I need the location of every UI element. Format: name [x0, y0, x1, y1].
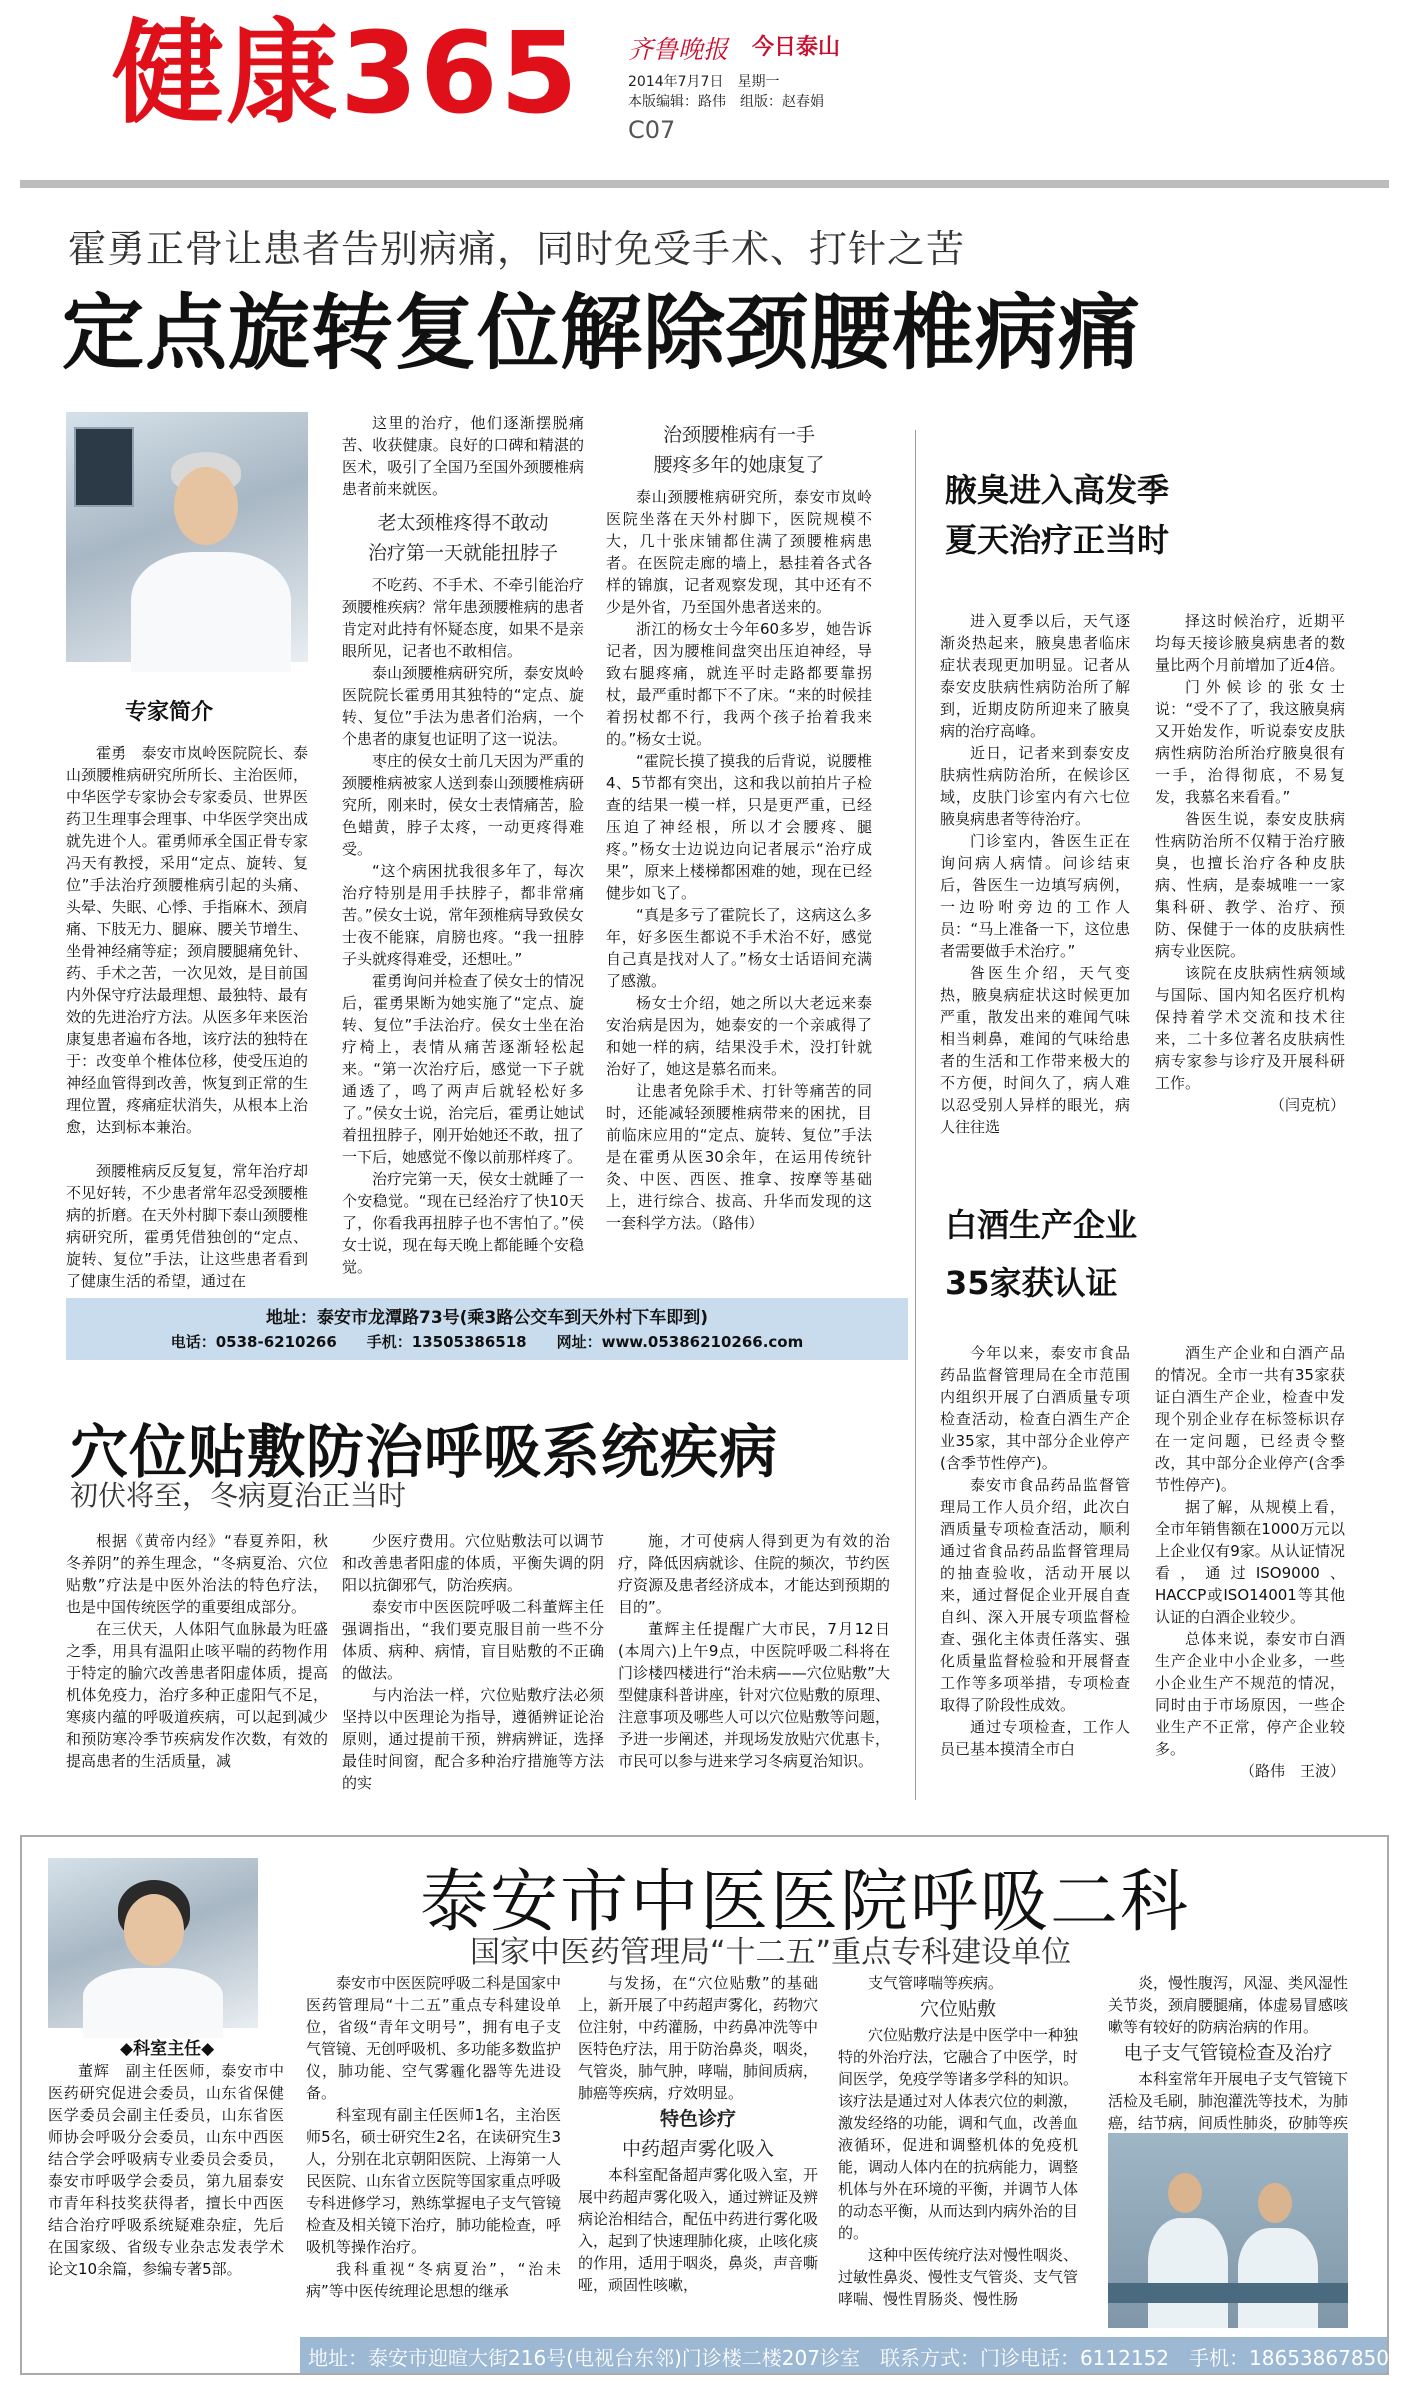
acupoint-headline: 穴位贴敷防治呼吸系统疾病: [70, 1418, 779, 1486]
acupoint-patch-subhead: 穴位贴敷: [919, 1998, 996, 2020]
lead-col2: 这里的治疗，他们逐渐摆脱痛苦、收获健康。良好的口碑和精湛的医术，吸引了全国乃至国外颈腰椎病患者前来就医。 老太颈椎疼得不敢动 治疗第一天就能扭脖子 不吃药、不手术、不牵引能治疗颈腰椎疾病？常年患颈腰椎病的患者肯定对此持有怀疑态度，如果不是亲眼所见，记者也不敢相信。 泰山颈腰椎病研究所，泰安岚岭医院院长霍勇用其独特的“定点、旋转、复位”手法为患者们治病，一个个患者的康复也证明了这一说法。 枣庄的侯女士前几天因为严重的颈腰椎病被家人送到泰山颈腰椎病研究所，刚来时，侯女士表情痛苦，脸色蜡黄，脖子太疼，一动更疼得难受。 “这个病困扰我很多年了，每次治疗特别是用手扶脖子，都非常痛苦。”侯女士说，常年颈椎病导致侯女士夜不能寐，肩膀也疼。“我一扭脖子头就疼得难受，还想吐。” 霍勇询问并检查了侯女士的情况后，霍勇果断为她实施了“定点、旋转、复位”手法治疗。侯女士坐在治疗椅上，表情从痛苦逐渐轻松起来。“第一次治疗后，感觉一下子就通透了，鸣了两声后就轻松好多了。”侯女士说，治完后，霍勇让她试着扭扭脖子，刚开始她还不敢，扭了一下后，她感觉不像以前那样疼了。 治疗完第一天，侯女士就睡了一个安稳觉。“现在已经治疗了快10天了，你看我再扭脖子也不害怕了。”侯女士说，现在每天晚上都能睡个安稳觉。: [342, 414, 584, 1276]
expert-intro-heading: 专家简介: [125, 700, 214, 725]
col2-subhead-1: 老太颈椎疼得不敢动: [377, 512, 549, 534]
acupoint-subhead: 初伏将至，冬病夏治正当时: [70, 1479, 407, 1512]
edition-name: 今日泰山: [752, 35, 841, 60]
side2-col-b: 酒生产企业和白酒产品的情况。全市一共有35家获证白酒生产企业，检查中发现个别企业存在标签标识存在一定问题，已经责令整改，其中部分企业停产(含季节性停产)。 据了解，从规模上看，全市年销售额在1000万元以上企业仅有9家。从认证情况看，通过ISO9000、HACCP或ISO14001等其他认证的白酒企业较少。 总体来说，泰安市白酒生产企业中小企业多，一些小企业生产不规范的情况，同时由于市场原因，一些企业生产不正常，停产企业较多。 （路伟 王波）: [1155, 1344, 1345, 1780]
bronchoscopy-photo: [1108, 2133, 1348, 2328]
lead-address: 地址：泰安市龙潭路73号(乘3路公交车到天外村下车即到): [265, 1308, 709, 1328]
hospital-col-c: 支气管哮喘等疾病。 穴位贴敷 穴位贴敷疗法是中医学中一种独特的外治疗法，它融合了中医学，时间医学，免疫学等诸多学科的知识。该疗法是通过对人体表穴位的刺激，激发经络的功能，调和气血，改善血液循环，促进和调整机体的免疫机能，调动人体内在的抗病能力，调整机体与外在环境的平衡，并调节人体的动态平衡，从而达到内病外治的目的。 这种中医传统疗法对慢性咽炎、过敏性鼻炎、慢性支气管炎、支气管哮喘、慢性胃肠炎、慢性肠: [838, 1974, 1079, 2308]
nebulization-subhead: 中药超声雾化吸入: [621, 2138, 774, 2160]
bronchoscopy-subhead: 电子支气管镜检查及治疗: [1123, 2042, 1333, 2064]
side1-headline-1: 腋臭进入高发季: [945, 471, 1170, 509]
acupoint-col-a: 根据《黄帝内经》“春夏养阳，秋冬养阴”的养生理念，“冬病夏治、穴位贴敷”疗法是中医外治法的特色疗法，也是中国传统医学的重要组成部分。 在三伏天，人体阳气血脉最为旺盛之季，用具有温阳止咳平喘的药物作用于特定的腧穴改善患者阳虚体质，提高机体免疫力，治疗多种正虚阳气不足，寒痰内蕴的呼吸道疾病，可以起到减少和预防寒冷季节疾病发作次数，有效的提高患者的生活质量，减: [66, 1532, 328, 1770]
section-title: 健康365: [112, 9, 580, 139]
side1-headline-2: 夏天治疗正当时: [945, 521, 1170, 559]
editors-line: 本版编辑：路伟 组版：赵春娟: [628, 94, 824, 110]
col2-subhead-2: 治疗第一天就能扭脖子: [367, 542, 558, 564]
hospital-col-b: 与发扬，在“穴位贴敷”的基础上，新开展了中药超声雾化，药物穴位注射，中药灌肠，中药鼻冲洗等中医特色疗法，用于防治鼻炎，咽炎，气管炎，肺气肿，哮喘，肺间质病，肺癌等疾病，疗效明显。 特色诊疗 中药超声雾化吸入 本科室配备超声雾化吸入室，开展中药超声雾化吸入，通过辨证及辨病论治相结合，配伍中药进行雾化吸入，起到了快速理肺化痰，止咳化痰的作用，适用于咽炎，鼻炎，声音嘶哑，顽固性咳嗽，: [578, 1974, 819, 2294]
lead-contacts: 电话：0538-6210266 手机：13505386518 网址：www.05386210266.com: [170, 1333, 804, 1351]
col3-subhead-2: 腰疼多年的她康复了: [653, 454, 825, 476]
director-label: ◆科室主任◆: [120, 2039, 215, 2059]
side2-headline-1: 白酒生产企业: [945, 1206, 1138, 1244]
director-photo: [48, 1858, 258, 2028]
hospital-footer: 地址：泰安市迎暄大街216号(电视台东邻)门诊楼二楼207诊室 联系方式：门诊电话：6112152 手机：18653867850: [308, 2346, 1389, 2370]
side1-byline: （闫克杭）: [1269, 1096, 1345, 1114]
hospital-col-a: 泰安市中医医院呼吸二科是国家中医药管理局“十二五”重点专科建设单位，省级“青年文明号”，拥有电子支气管镜、无创呼吸机、多功能多数监护仪，肺功能、空气雾霾化器等先进设备。 科室现有副主任医师1名，主治医师5名，硕士研究生2名，在读研究生3人，分别在北京朝阳医院、上海第一人民医院、山东省立医院等国家重点呼吸专科进修学习，熟练掌握电子支气管镜检查及相关镜下治疗，肺功能检查，呼吸机等操作治疗。 我科重视“冬病夏治”，“治未病”等中医传统理论思想的继承: [306, 1974, 562, 2300]
side2-col-a: 今年以来，泰安市食品药品监督管理局在全市范围内组织开展了白酒质量专项检查活动，检查白酒生产企业35家，其中部分企业停产(含季节性停产)。 泰安市食品药品监督管理局工作人员介绍，此次白酒质量专项检查活动，顺利通过省食品药品监督管理局的抽查验收，活动开展以来，通过督促企业开展自查自纠、深入开展专项监督检查、强化主体责任落实、强化质量监督检验和开展督查工作等多项举措，专项检查取得了阶段性成效。 通过专项检查，工作人员已基本摸清全市白: [940, 1344, 1130, 1758]
director-bio: 董辉 副主任医师，泰安市中医药研究促进会委员，山东省保健医学委员会副主任委员，山东省医师协会呼吸分会委员，山东中西医结合学会呼吸病专业委员会委员，泰安市呼吸学会委员，第九届泰安市青年科技奖获得者，擅长中西医结合治疗呼吸系统疑难杂症，先后在国家级、省级专业杂志发表学术论文10余篇，参编专著5部。: [48, 2062, 284, 2278]
hospital-subhead: 国家中医药管理局“十二五”重点专科建设单位: [470, 1935, 1072, 1970]
header-divider: [20, 180, 1389, 188]
col3-subhead-1: 治颈腰椎病有一手: [662, 424, 815, 446]
newspaper-logo: 齐鲁晚报: [628, 35, 729, 64]
date-line: 2014年7月7日 星期一: [628, 74, 780, 90]
page-number: C07: [628, 116, 676, 144]
side2-byline: （路伟 王波）: [1239, 1762, 1345, 1780]
expert-bio: 霍勇 泰安市岚岭医院院长、泰山颈腰椎病研究所所长、主治医师，中华医学专家协会专家委员、世界医药卫生理事会理事、中华医学突出成就先进个人。霍勇师承全国正骨专家冯天有教授，采用“定点、旋转、复位”手法治疗颈腰椎病引起的头痛、头晕、失眠、心悸、手指麻木、颈肩痛、下肢无力、腿麻、腰关节增生、坐骨神经痛等症；颈肩腰腿痛免针、药、手术之苦，一次见效，是目前国内外保守疗法最理想、最独特、最有效的先进治疗方法。从医多年来医治康复患者遍布各地，该疗法的独特在于：改变单个椎体位移，使受压迫的神经血管得到改善，恢复到正常的生理位置，疼痛症状消失，从根本上治愈，达到标本兼治。: [66, 744, 308, 1136]
hospital-headline: 泰安市中医医院呼吸二科: [420, 1863, 1191, 1942]
acupoint-col-b: 少医疗费用。穴位贴敷法可以调节和改善患者阳虚的体质，平衡失调的阴阳以抗御邪气，防治疾病。 泰安市中医医院呼吸二科董辉主任强调指出，“我们要克服目前一些不分体质、病种、病情，盲目贴敷的不正确的做法。 与内治法一样，穴位贴敷疗法必须坚持以中医理论为指导，遵循辨证论治原则，通过提前干预，辨病辨证，选择最佳时间窗，配合多种治疗措施等方法的实: [342, 1532, 604, 1792]
side1-col-a: 进入夏季以后，天气逐渐炎热起来，腋臭患者临床症状表现更加明显。记者从泰安皮肤病性病防治所了解到，近期皮防所迎来了腋臭病的治疗高峰。 近日，记者来到泰安皮肤病性病防治所，在候诊区域，皮肤门诊室内有六七位腋臭病患者等待治疗。 门诊室内，昝医生正在询问病人病情。问诊结束后，昝医生一边填写病例，一边吩咐旁边的工作人员：“马上准备一下，这位患者需要做手术治疗。” 昝医生介绍，天气变热，腋臭病症状这时候更加严重，散发出来的难闻气味相当刺鼻，难闻的气味给患者的生活和工作带来极大的不方便，时间久了，病人难以忍受别人异样的眼光，病人往往选: [940, 612, 1130, 1136]
expert-photo: [66, 412, 308, 662]
side1-col-b: 择这时候治疗，近期平均每天接诊腋臭病患者的数量比两个月前增加了近4倍。 门外候诊的张女士说：“受不了了，我这腋臭病又开始发作，听说泰安皮肤病性病防治所治疗腋臭很有一手，治得彻底，不易复发，我慕名来看看。” 昝医生说，泰安皮肤病性病防治所不仅精于治疗腋臭，也擅长治疗各种皮肤病、性病，是泰城唯一一家集科研、教学、治疗、预防、保健于一体的皮肤病性病专业医院。 该院在皮肤病性病领域与国际、国内知名医疗机构保持着学术交流和技术往来，二十多位著名皮肤病性病专家参与诊疗及开展科研工作。 （闫克杭）: [1155, 612, 1345, 1114]
publication-info: [628, 72, 824, 112]
acupoint-col-c: 施，才可使病人得到更为有效的治疗，降低因病就诊、住院的频次，节约医疗资源及患者经济成本，才能达到预期的目的”。 董辉主任提醒广大市民，7月12日(本周六)上午9点，中医院呼吸二科将在门诊楼四楼进行“治未病——穴位贴敷”大型健康科普讲座，针对穴位贴敷的原理、注意事项及哪些人可以穴位贴敷等问题，予进一步阐述，并现场发放贴穴优惠卡，市民可以参与进来学习冬病夏治知识。: [618, 1532, 890, 1770]
lead-col3: 治颈腰椎病有一手 腰疼多年的她康复了 泰山颈腰椎病研究所，泰安市岚岭医院坐落在天外村脚下，医院规模不大，几十张床铺都住满了颈腰椎病患者。在医院走廊的墙上，悬挂着各式各样的锦旗，记者观察发现，其中还有不少是外省，乃至国外患者送来的。 浙江的杨女士今年60多岁，她告诉记者，因为腰椎间盘突出压迫神经，导致右腿疼痛，就连平时走路都要靠拐杖，最严重时都下不了床。“来的时候挂着拐杖都不行，我两个孩子抬着我来的。”杨女士说。 “霍院长摸了摸我的后背说，说腰椎4、5节都有突出，这和我以前拍片子检查的结果一模一样，只是更严重，已经压迫了神经根，所以才会腰疼、腿疼。”杨女士边说边向记者展示“治疗成果”，原来上楼梯都困难的她，现在已经健步如飞了。 “真是多亏了霍院长了，这病这么多年，好多医生都说不手术治不好，感觉自己真是找对人了。”杨女士话语间充满了感激。 杨女士介绍，她之所以大老远来泰安治病是因为，她泰安的一个亲戚得了和她一样的病，结果没手术，没打针就治好了，她这是慕名而来。 让患者免除手术、打针等痛苦的同时，还能减轻颈腰椎病带来的困扰，目前临床应用的“定点、旋转、复位”手法是在霍勇从医30余年，在运用传统针灸、中医、西医、推拿、按摩等基础上，进行综合、拔高、升华而发现的这一套科学方法。（路伟）: [606, 420, 872, 1288]
lead-col1-continued: 颈腰椎病反反复复，常年治疗却不见好转，不少患者常年忍受颈腰椎病的折磨。在天外村脚下泰山颈腰椎病研究所，霍勇凭借独创的“定点、旋转、复位”手法，让这些患者看到了健康生活的希望，通过在: [66, 1162, 308, 1290]
hospital-col-d: 炎，慢性腹泻，风湿、类风湿性关节炎，颈肩腰腿痛，体虚易冒感咳嗽等有较好的防病治病的作用。 电子支气管镜检查及治疗 本科室常年开展电子支气管镜下活检及毛刷，肺泡灌洗等技术，为肺癌，结节病，间质性肺炎，矽肺等疾: [1108, 1974, 1349, 2132]
lead-headline: 定点旋转复位解除颈腰椎病痛: [62, 286, 1142, 381]
lead-kicker: 霍勇正骨让患者告别病痛，同时免受手术、打针之苦: [68, 227, 966, 271]
side2-headline-2: 35家获认证: [945, 1264, 1118, 1302]
special-treatment-subhead: 特色诊疗: [659, 2108, 736, 2130]
column-divider: [915, 430, 916, 1800]
